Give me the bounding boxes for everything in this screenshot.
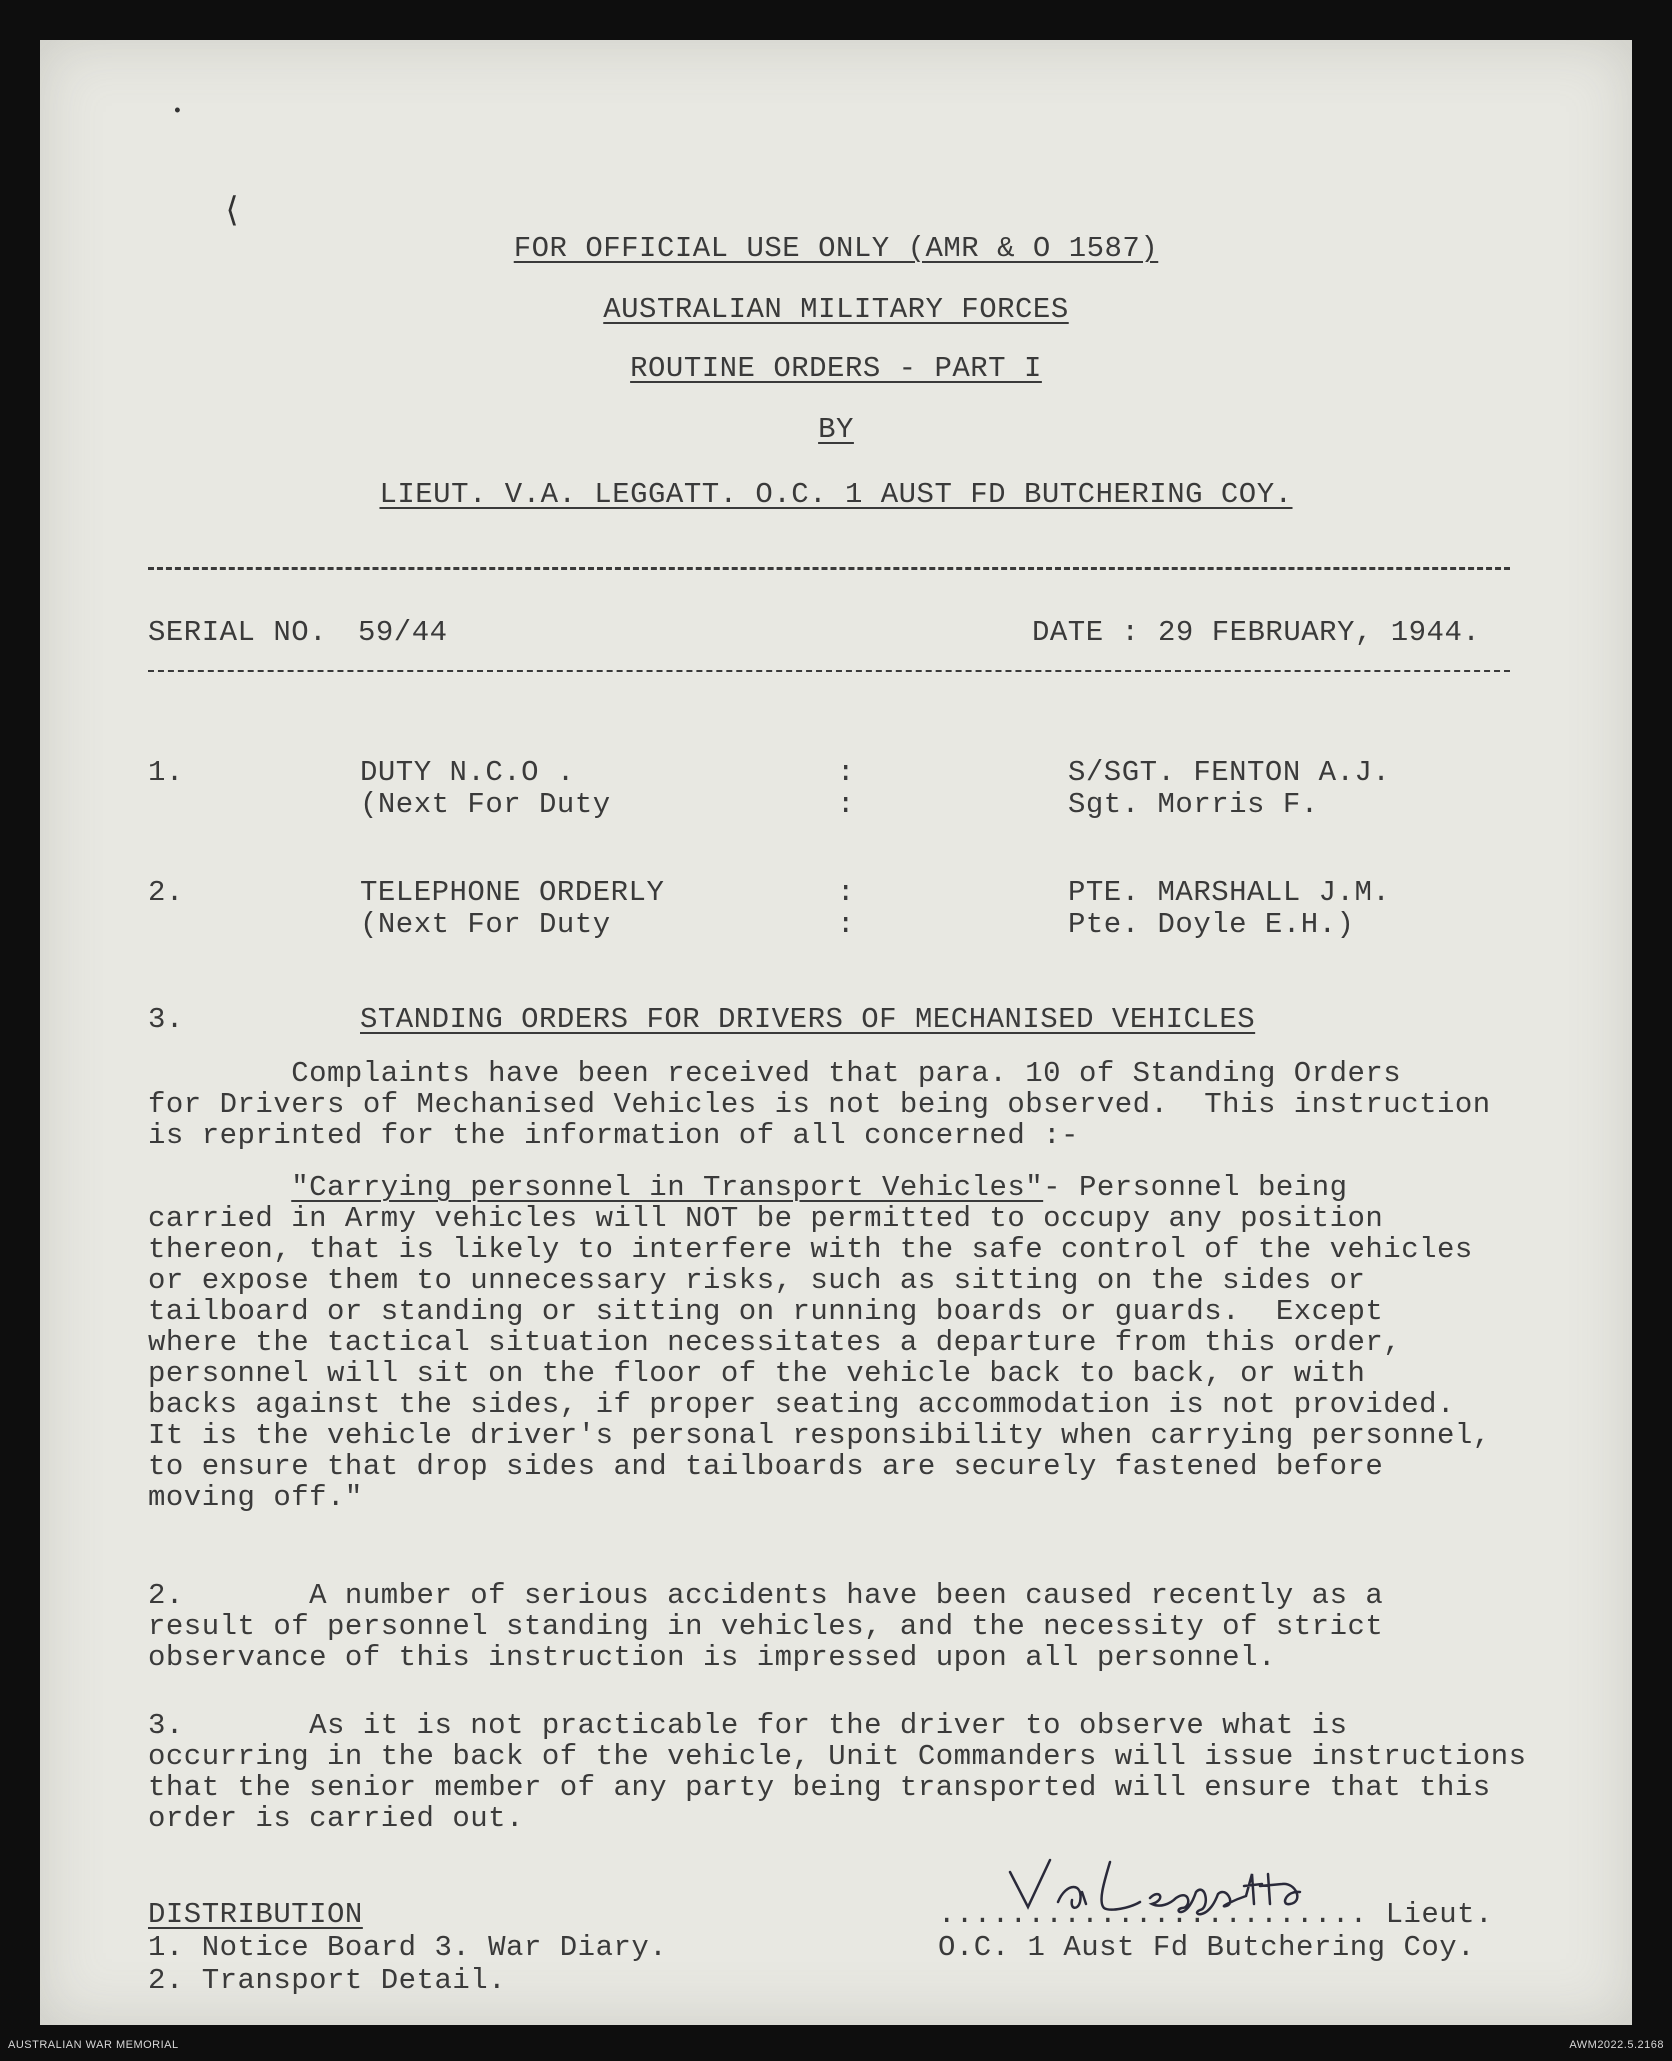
distribution-title: DISTRIBUTION	[148, 1898, 363, 1931]
next-telephone-value: Pte. Doyle E.H.)	[1068, 908, 1355, 941]
telephone-label: TELEPHONE ORDERLY	[360, 876, 665, 909]
distribution-line: 2. Transport Detail.	[148, 1964, 507, 1997]
quote-first-rest: - Personnel being	[1043, 1171, 1348, 1204]
intro-line: Complaints have been received that para. 10 of Standing Orders	[148, 1057, 1402, 1090]
para2-line: result of personnel standing in vehicles, and the necessity of strict	[148, 1610, 1384, 1643]
para2-line: observance of this instruction is impressed upon all personnel.	[148, 1641, 1276, 1674]
quote-title: "Carrying personnel in Transport Vehicles"	[291, 1171, 1044, 1204]
signoff-rank-line: ........................ Lieut.	[938, 1898, 1493, 1931]
quote-line: to ensure that drop sides and tailboards are securely fastened before	[148, 1450, 1384, 1483]
para3-line: occurring in the back of the vehicle, Unit Commanders will issue instructions	[148, 1740, 1527, 1773]
issuer-line: LIEUT. V.A. LEGGATT. O.C. 1 AUST FD BUTCHERING COY.	[379, 478, 1293, 511]
orders-title: ROUTINE ORDERS - PART I	[630, 352, 1042, 385]
next-telephone-sep: :	[837, 908, 855, 941]
intro-paragraph	[148, 1058, 1491, 1151]
quote-line: moving off."	[148, 1481, 363, 1514]
duty-sep: :	[837, 756, 855, 789]
quote-line: or expose them to unnecessary risks, such as sitting on the sides or	[148, 1264, 1366, 1297]
quote-line: thereon, that is likely to interfere with the safe control of the vehicles	[148, 1233, 1473, 1266]
quote-line: backs against the sides, if proper seating accommodation is not provided.	[148, 1388, 1455, 1421]
handwritten-signature	[1000, 1852, 1360, 1922]
serial-label: SERIAL NO.	[148, 616, 328, 649]
quote-line: tailboard or standing or sitting on running boards or guards. Except	[148, 1295, 1384, 1328]
intro-line: for Drivers of Mechanised Vehicles is not being observed. This instruction	[148, 1088, 1491, 1121]
section-number: 3.	[148, 1003, 184, 1036]
para2-line: 2. A number of serious accidents have been caused recently as a	[148, 1579, 1384, 1612]
quote-line: personnel will sit on the floor of the vehicle back to back, or with	[148, 1357, 1366, 1390]
distribution-line: 1. Notice Board 3. War Diary.	[148, 1931, 668, 1964]
classification-line: FOR OFFICIAL USE ONLY (AMR & O 1587)	[513, 232, 1159, 265]
quote-line: where the tactical situation necessitates a departure from this order,	[148, 1326, 1402, 1359]
quote-line: carried in Army vehicles will NOT be permitted to occupy any position	[148, 1202, 1384, 1235]
document-sheet	[40, 40, 1632, 2025]
quote-line: It is the vehicle driver's personal responsibility when carrying personnel,	[148, 1419, 1491, 1452]
duty-value: S/SGT. FENTON A.J.	[1068, 756, 1391, 789]
next-telephone-label: (Next For Duty	[360, 908, 611, 941]
stray-mark: ⟨	[222, 194, 243, 232]
next-duty-value: Sgt. Morris F.	[1068, 788, 1319, 821]
bottom-rule	[148, 670, 1510, 672]
force-title: AUSTRALIAN MILITARY FORCES	[603, 293, 1069, 326]
quote-paragraph	[148, 1172, 1491, 1513]
serial-value: 59/44	[358, 616, 448, 649]
footer-archive-name: AUSTRALIAN WAR MEMORIAL	[8, 2039, 179, 2051]
telephone-sep: :	[837, 876, 855, 909]
item-number: 1.	[148, 756, 184, 789]
date-label: DATE :	[1032, 616, 1140, 649]
signoff-unit-line: O.C. 1 Aust Fd Butchering Coy.	[938, 1931, 1476, 1964]
next-duty-sep: :	[837, 788, 855, 821]
telephone-value: PTE. MARSHALL J.M.	[1068, 876, 1391, 909]
paragraph-3	[148, 1710, 1527, 1834]
intro-line: is reprinted for the information of all concerned :-	[148, 1119, 1079, 1152]
para3-line: 3. As it is not practicable for the driver to observe what is	[148, 1709, 1348, 1742]
para3-line: order is carried out.	[148, 1802, 524, 1835]
duty-label: DUTY N.C.O .	[360, 756, 575, 789]
stray-mark: •	[172, 102, 183, 122]
date-value: 29 FEBRUARY, 1944.	[1158, 616, 1481, 649]
para3-line: that the senior member of any party being transported will ensure that this	[148, 1771, 1491, 1804]
next-duty-label: (Next For Duty	[360, 788, 611, 821]
item-number: 2.	[148, 876, 184, 909]
footer-accession-number: AWM2022.5.2168	[1569, 2039, 1664, 2051]
section-title: STANDING ORDERS FOR DRIVERS OF MECHANISED VEHICLES	[360, 1003, 1256, 1036]
by-line: BY	[818, 413, 854, 446]
paragraph-2	[148, 1580, 1383, 1673]
top-rule	[148, 567, 1510, 570]
